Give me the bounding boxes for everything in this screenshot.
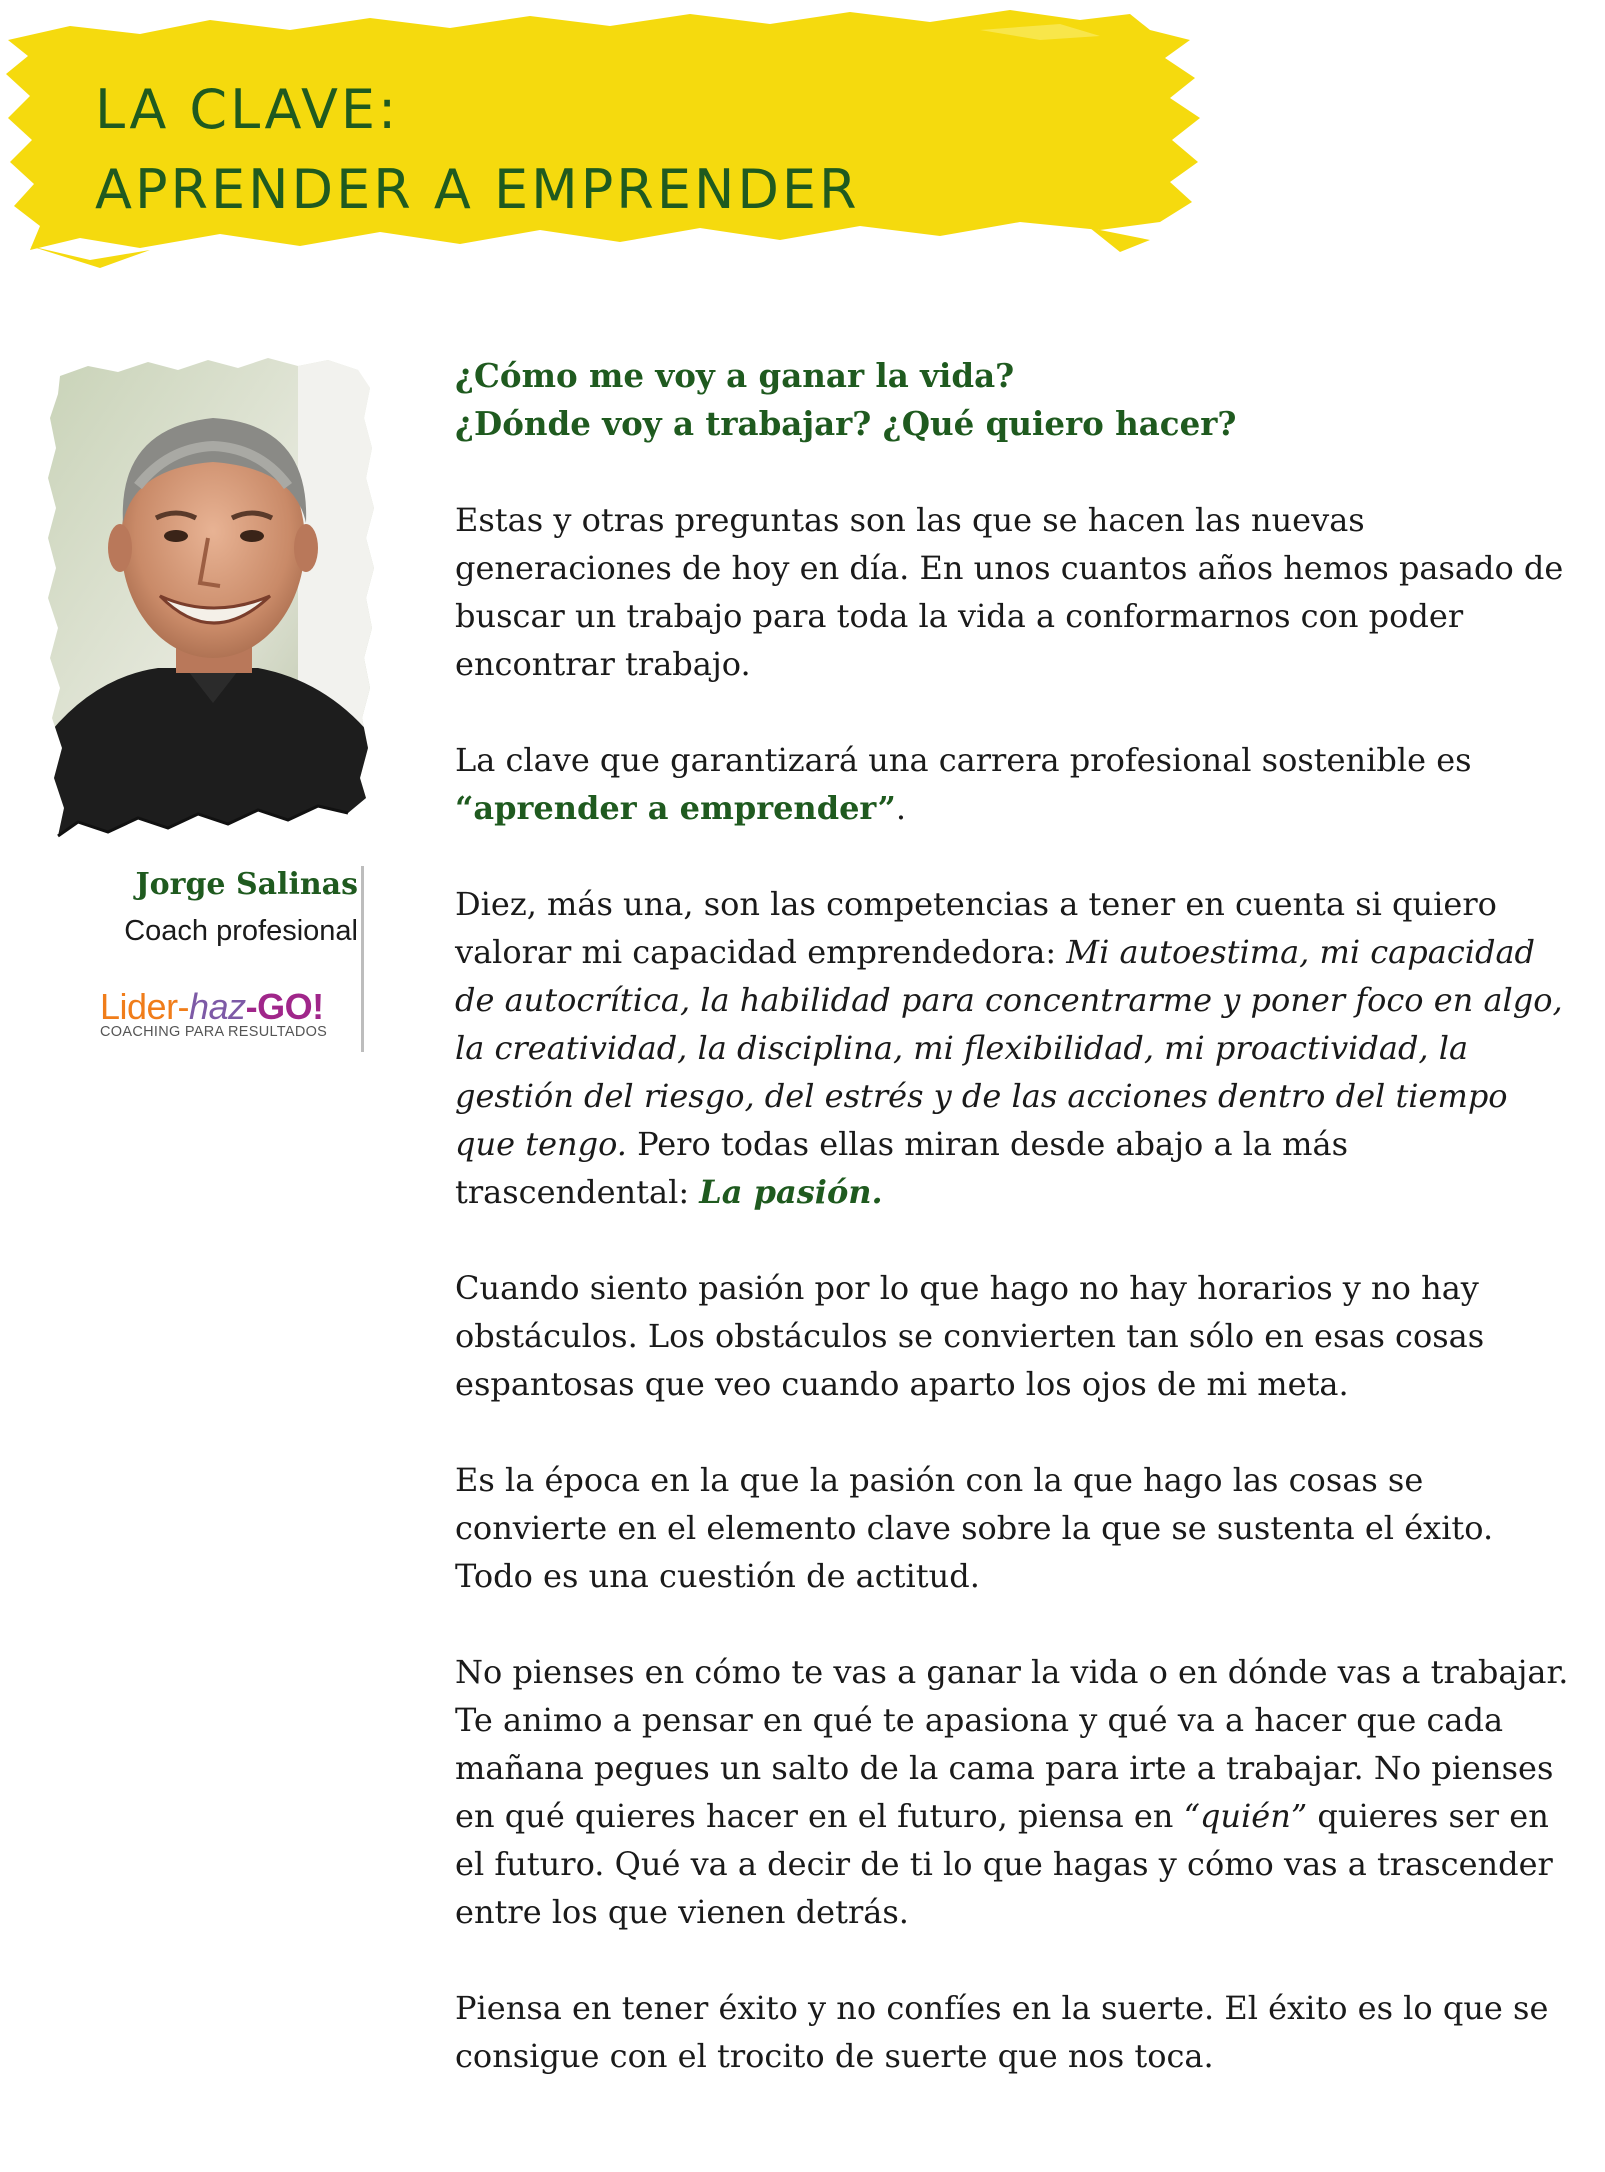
title-line-1: LA CLAVE: (95, 78, 400, 141)
author-photo (48, 358, 378, 858)
portrait-image (48, 358, 378, 858)
intro-questions (455, 352, 1570, 448)
paragraph-1: Estas y otras preguntas son las que se hacen las nuevas generaciones de hoy en día. En unos cuantos años hemos pasado de buscar un trabajo para toda la vida a conformarnos con poder encontrar trabajo. (455, 501, 1564, 683)
logo-part-2: haz (189, 986, 246, 1027)
highlight-aprender-a-emprender: “aprender a emprender” (455, 789, 896, 827)
company-logo (100, 988, 340, 1040)
logo-part-1: Lider- (100, 986, 190, 1027)
paragraph-3-text: Diez, más una, son las competencias a tener en cuenta si quiero valorar mi capacidad emprendedora: (455, 885, 1497, 971)
paragraph-6 (455, 1648, 1570, 1936)
paragraph-2-text: La clave que garantizará una carrera profesional sostenible es (455, 741, 1472, 779)
logo-part-3: -GO! (245, 986, 324, 1027)
highlight-la-pasion: La pasión. (699, 1173, 883, 1211)
question-1: ¿Cómo me voy a ganar la vida? (455, 356, 1015, 395)
paragraph-3 (455, 880, 1570, 1216)
author-name: Jorge Salinas (135, 867, 358, 902)
paragraph-7: Piensa en tener éxito y no confíes en la suerte. El éxito es lo que se consigue con el trocito de suerte que nos toca. (455, 1989, 1549, 2075)
paragraph-3-middle: Pero todas ellas miran desde abajo a la más trascendental: (455, 1125, 1349, 1211)
quien-italic: “quién” (1183, 1797, 1308, 1835)
author-divider (361, 866, 364, 1052)
competencies-list: Mi autoestima, mi capacidad de autocrítica, la habilidad para concentrarme y poner foco en algo, la creatividad, la disciplina, mi flexibilidad, mi proactividad, la gestión del riesgo, del estrés y de las acciones dentro del tiempo que tengo. (455, 933, 1563, 1163)
header-banner (0, 0, 1220, 280)
author-role: Coach profesional (124, 915, 358, 947)
author-info (40, 862, 358, 954)
paragraph-6-text: No pienses en cómo te vas a ganar la vida o en dónde vas a trabajar. Te animo a pensar en qué te apasiona y qué va a hacer que cada mañana pegues un salto de la cama para irte a trabajar. No pienses en qué quieres hacer en el futuro, piensa en (455, 1653, 1569, 1835)
paragraph-4: Cuando siento pasión por lo que hago no hay horarios y no hay obstáculos. Los obstáculos se convierten tan sólo en esas cosas espantosas que veo cuando aparto los ojos de mi meta. (455, 1269, 1485, 1403)
page-title (95, 70, 860, 230)
paragraph-6-end: quieres ser en el futuro. Qué va a decir de ti lo que hagas y cómo vas a trascender entre los que vienen detrás. (455, 1797, 1553, 1931)
article-body (455, 352, 1570, 2128)
logo-wordmark (100, 988, 340, 1026)
question-2: ¿Dónde voy a trabajar? ¿Qué quiero hacer? (455, 404, 1237, 443)
paragraph-2 (455, 736, 1570, 832)
paragraph-2-end: . (895, 789, 907, 827)
logo-tagline: COACHING PARA RESULTADOS (100, 1024, 328, 1040)
paragraph-5: Es la época en la que la pasión con la que hago las cosas se convierte en el elemento clave sobre la que se sustenta el éxito. Todo es una cuestión de actitud. (455, 1461, 1494, 1595)
title-line-2: APRENDER A EMPRENDER (95, 158, 860, 221)
